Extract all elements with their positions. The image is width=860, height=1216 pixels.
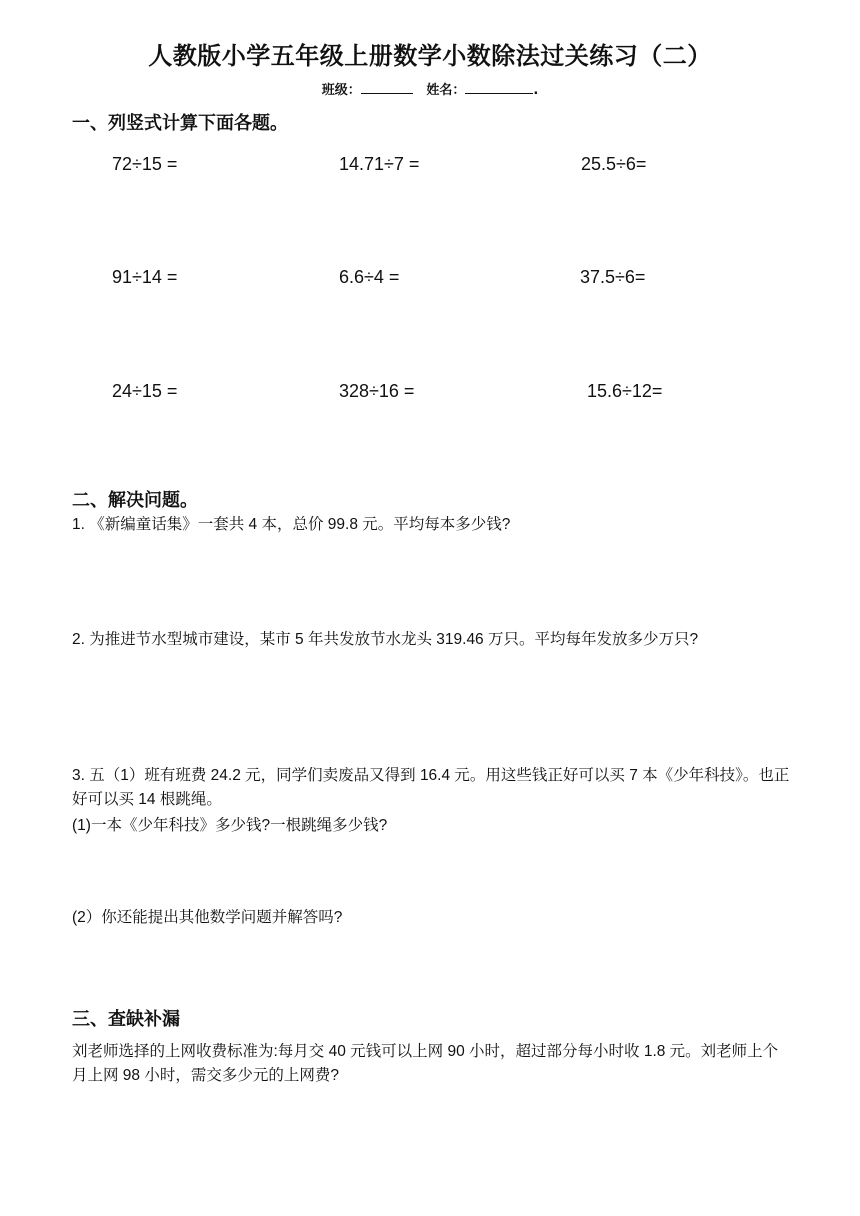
section-3-question: 刘老师选择的上网收费标准为:每月交 40 元钱可以上网 90 小时，超过部分每小时收 1.8 元。刘老师上个月上网 98 小时，需交多少元的上网费?: [72, 1043, 779, 1084]
section-1-heading: 一、列竖式计算下面各题。: [72, 113, 288, 134]
calc-problem: 6.6÷4 =: [339, 267, 400, 287]
calc-problem: 37.5÷6=: [580, 267, 646, 287]
section-3-heading: 三、查缺补漏: [72, 1009, 180, 1030]
calc-problem: 72÷15 =: [112, 154, 178, 174]
calc-problem: 25.5÷6=: [581, 154, 647, 174]
section-2-heading: 二、解决问题。: [72, 490, 198, 511]
class-label: 班级：: [321, 83, 361, 98]
page-title: 人教版小学五年级上册数学小数除法过关练习（二）: [148, 42, 712, 70]
calc-problem: 91÷14 =: [112, 267, 178, 287]
question-2: 2. 为推进节水型城市建设，某市 5 年共发放节水龙头 319.46 万只。平均每年发放多少万只?: [72, 631, 699, 648]
calc-problem: 328÷16 =: [339, 381, 415, 401]
calc-problem: 24÷15 =: [112, 381, 178, 401]
class-blank: [361, 81, 413, 94]
calc-problem: 15.6÷12=: [587, 381, 663, 401]
calc-problem: 14.71÷7 =: [339, 154, 420, 174]
question-1: 1. 《新编童话集》一套共 4 本，总价 99.8 元。平均每本多少钱?: [72, 516, 511, 533]
question-3: 3. 五（1）班有班费 24.2 元，同学们卖废品又得到 16.4 元。用这些钱正好可以买 7 本《少年科技》。也正好可以买 14 根跳绳。: [72, 767, 790, 808]
name-label: 姓名：: [426, 83, 466, 98]
question-3-part-2: (2）你还能提出其他数学问题并解答吗?: [72, 909, 343, 926]
question-3-part-1: (1)一本《少年科技》多少钱?一根跳绳多少钱?: [72, 817, 388, 834]
student-info-line: [0, 79, 860, 98]
name-blank: [465, 81, 533, 94]
end-mark: .: [533, 83, 539, 98]
